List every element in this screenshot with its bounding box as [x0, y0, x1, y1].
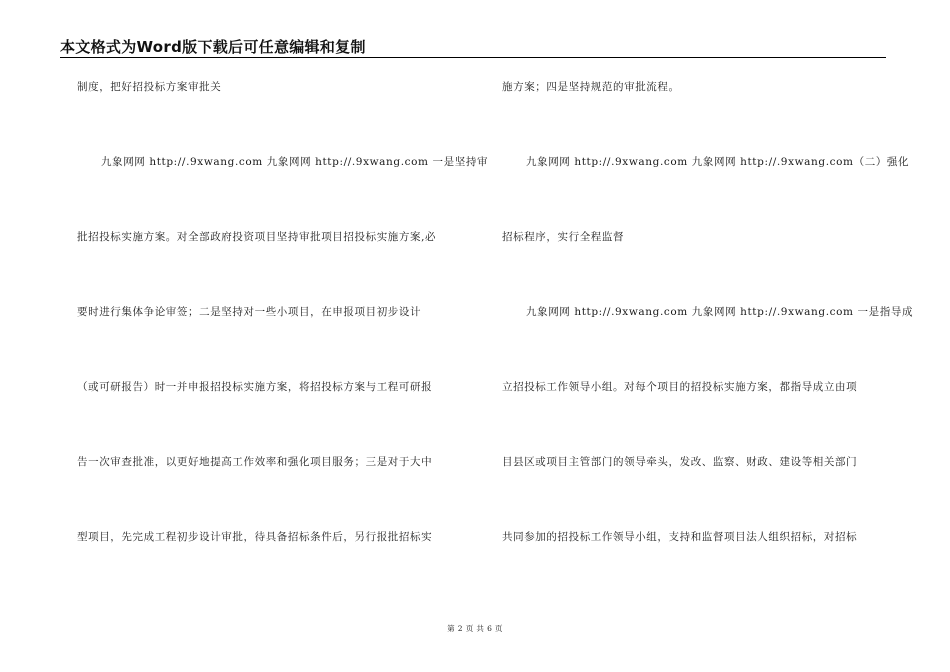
paragraph-line: 九象网网 http://.9xwang.com 九象网网 http://.9xwang.com（二）强化 [526, 156, 910, 168]
paragraph-line: 共同参加的招投标工作领导小组，支持和监督项目法人组织招标，对招标 [502, 531, 858, 543]
page-number-footer: 第 2 页 共 6 页 [447, 624, 503, 633]
paragraph-line: 制度，把好招投标方案审批关 [77, 81, 222, 93]
paragraph-line: 九象网网 http://.9xwang.com 九象网网 http://.9xwang.com 一是指导成 [526, 306, 914, 318]
paragraph-line: 批招投标实施方案。对全部政府投资项目坚持审批项目招投标实施方案,必 [77, 231, 437, 243]
paragraph-line: 告一次审查批准，以更好地提高工作效率和强化项目服务；三是对于大中 [77, 456, 433, 468]
paragraph-line: （或可研报告）时一并申报招投标实施方案，将招投标方案与工程可研报 [77, 381, 433, 393]
document-header-title: 本文格式为Word版下载后可任意编辑和复制 [60, 38, 366, 56]
paragraph-line: 招标程序，实行全程监督 [502, 231, 625, 243]
paragraph-line: 施方案；四是坚持规范的审批流程。 [502, 81, 680, 93]
paragraph-line: 型项目，先完成工程初步设计审批，待具备招标条件后，另行报批招标实 [77, 531, 433, 543]
paragraph-line: 要时进行集体争论审签；二是坚持对一些小项目，在申报项目初步设计 [77, 306, 422, 318]
paragraph-line: 九象网网 http://.9xwang.com 九象网网 http://.9xwang.com 一是坚持审 [101, 156, 489, 168]
paragraph-line: 目县区或项目主管部门的领导牵头，发改、监察、财政、建设等相关部门 [502, 456, 858, 468]
paragraph-line: 立招投标工作领导小组。对每个项目的招投标实施方案，都指导成立由项 [502, 381, 858, 393]
header-divider [60, 57, 886, 58]
